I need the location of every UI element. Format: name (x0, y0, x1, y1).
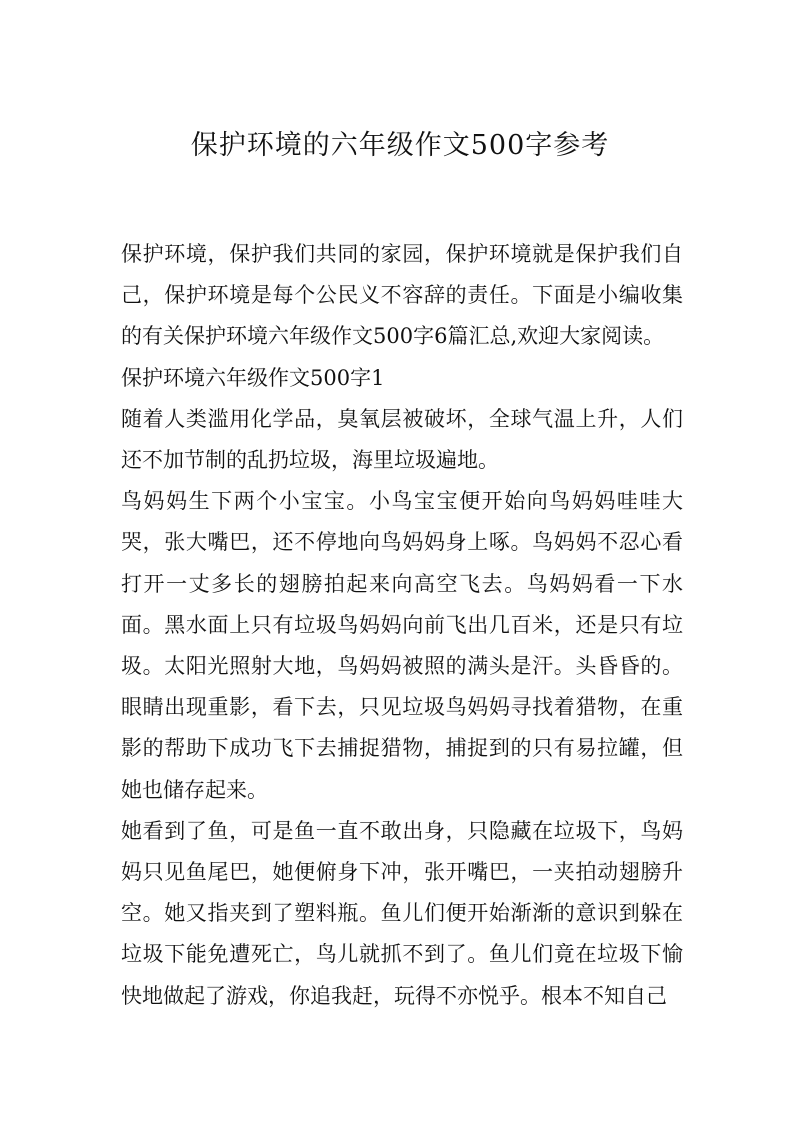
section-heading: 保护环境六年级作文500字1 (121, 365, 385, 390)
intro-paragraph: 保护环境，保护我们共同的家园，保护环境就是保护我们自己，保护环境是每个公民义不容辞的责任。下面是小编收集的有关保护环境六年级作文500字6篇汇总,欢迎大家阅读。 (121, 242, 683, 349)
document-body (121, 234, 683, 1017)
body-paragraph: 鸟妈妈生下两个小宝宝。小鸟宝宝便开始向鸟妈妈哇哇大哭，张大嘴巴，还不停地向鸟妈妈身上啄。鸟妈妈不忍心看打开一丈多长的翅膀拍起来向高空飞去。鸟妈妈看一下水面。黑水面上只有垃圾鸟妈妈向前飞出几百米，还是只有垃圾。太阳光照射大地，鸟妈妈被照的满头是汗。头昏昏的。眼睛出现重影，看下去，只见垃圾鸟妈妈寻找着猎物，在重影的帮助下成功飞下去捕捉猎物，捕捉到的只有易拉罐，但她也储存起来。 (121, 489, 683, 802)
document-title: 保护环境的六年级作文500字参考 (190, 130, 610, 161)
body-paragraph: 她看到了鱼，可是鱼一直不敢出身，只隐藏在垃圾下，鸟妈妈只见鱼尾巴，她便俯身下冲，张开嘴巴，一夹拍动翅膀升空。她又指夹到了塑料瓶。鱼儿们便开始渐渐的意识到躲在垃圾下能免遭死亡，鸟儿就抓不到了。鱼儿们竟在垃圾下愉快地做起了游戏，你追我赶，玩得不亦悦乎。根本不知自己 (121, 818, 683, 1008)
body-paragraph: 随着人类滥用化学品，臭氧层被破坏，全球气温上升，人们还不加节制的乱扔垃圾，海里垃圾遍地。 (121, 406, 683, 473)
